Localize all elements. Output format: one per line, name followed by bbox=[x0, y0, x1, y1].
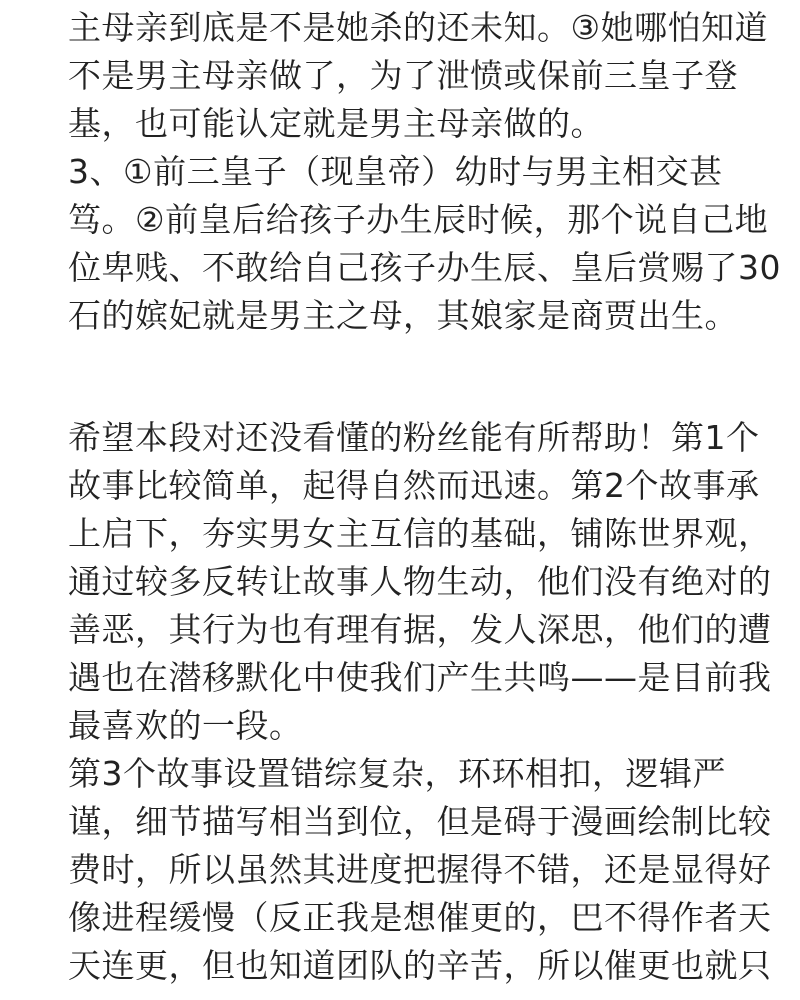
text-line: 善恶，其行为也有理有据，发人深思，他们的遭 bbox=[68, 610, 772, 649]
text-line: 遇也在潜移默化中使我们产生共鸣——是目前我 bbox=[68, 658, 772, 697]
text-line: 第3个故事设置错综复杂，环环相扣，逻辑严 bbox=[68, 754, 726, 793]
text-line: 故事比较简单，起得自然而迅速。第2个故事承 bbox=[68, 466, 760, 505]
text-line: 基，也可能认定就是男主母亲做的。 bbox=[68, 104, 604, 143]
text-line: 谨，细节描写相当到位，但是碍于漫画绘制比较 bbox=[68, 802, 772, 841]
text-line: 上启下，夯实男女主互信的基础，铺陈世界观， bbox=[68, 514, 772, 553]
text-line: 费时，所以虽然其进度把握得不错，还是显得好 bbox=[68, 850, 772, 889]
text-line: 最喜欢的一段。 bbox=[68, 706, 303, 745]
text-line: 位卑贱、不敢给自己孩子办生辰、皇后赏赐了30 bbox=[68, 248, 781, 287]
text-line: 主母亲到底是不是她杀的还未知。③她哪怕知道 bbox=[68, 8, 769, 47]
text-line: 3、①前三皇子（现皇帝）幼时与男主相交甚 bbox=[68, 152, 723, 191]
text-line: 天连更，但也知道团队的辛苦，所以催更也就只 bbox=[68, 946, 772, 985]
text-line: 像进程缓慢（反正我是想催更的，巴不得作者天 bbox=[68, 898, 772, 937]
text-line: 笃。②前皇后给孩子办生辰时候，那个说自己地 bbox=[68, 200, 769, 239]
text-line: 希望本段对还没看懂的粉丝能有所帮助！第1个 bbox=[68, 418, 760, 457]
text-line: 不是男主母亲做了，为了泄愤或保前三皇子登 bbox=[68, 56, 738, 95]
text-line: 石的嫔妃就是男主之母，其娘家是商贾出生。 bbox=[68, 296, 738, 335]
text-line: 通过较多反转让故事人物生动，他们没有绝对的 bbox=[68, 562, 772, 601]
